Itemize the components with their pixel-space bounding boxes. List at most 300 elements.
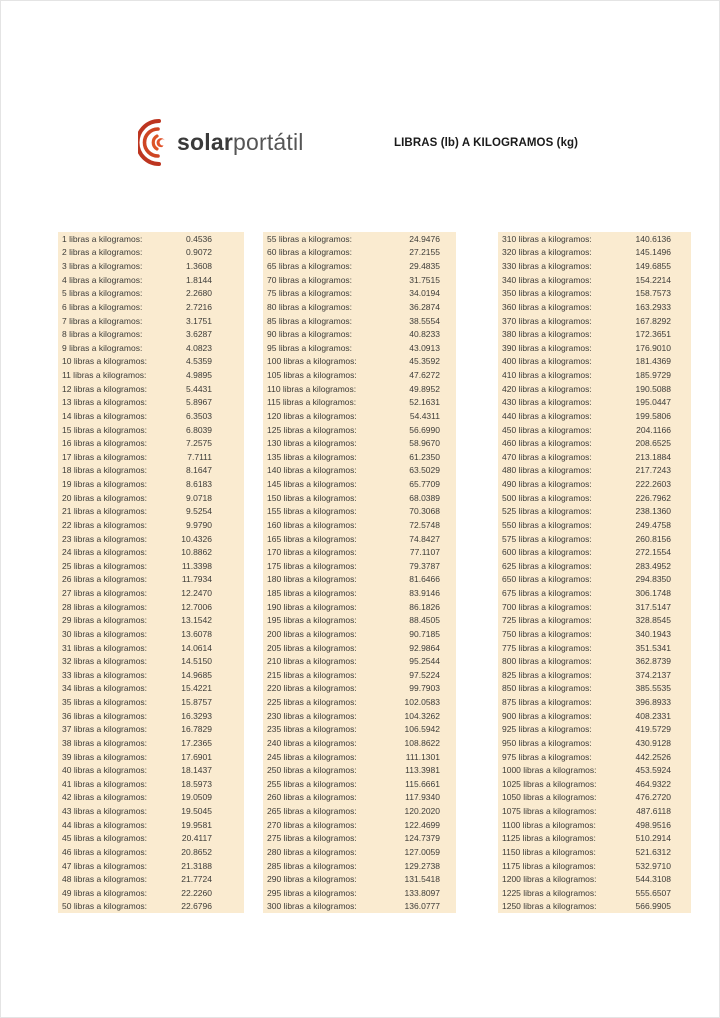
row-label: 450 libras a kilogramos: <box>502 424 592 435</box>
row-value: 31.7515 <box>409 274 440 285</box>
row-value: 566.9905 <box>635 901 671 912</box>
row-value: 72.5748 <box>409 519 440 530</box>
conversion-row <box>58 900 244 914</box>
row-value: 0.4536 <box>186 233 212 244</box>
conversion-row <box>498 423 691 437</box>
conversion-row <box>58 396 244 410</box>
row-label: 750 libras a kilogramos: <box>502 628 592 639</box>
row-value: 498.9516 <box>635 819 671 830</box>
conversion-row <box>58 559 244 573</box>
row-value: 95.2544 <box>409 656 440 667</box>
conversion-row <box>498 668 691 682</box>
row-value: 7.7111 <box>187 451 212 462</box>
row-label: 900 libras a kilogramos: <box>502 710 592 721</box>
row-label: 85 libras a kilogramos: <box>267 315 353 326</box>
row-label: 135 libras a kilogramos: <box>267 451 357 462</box>
conversion-row <box>263 450 456 464</box>
conversion-row <box>263 845 456 859</box>
row-value: 260.8156 <box>635 533 671 544</box>
row-label: 11 libras a kilogramos: <box>62 370 147 381</box>
row-value: 4.5359 <box>186 356 212 367</box>
row-label: 37 libras a kilogramos: <box>62 724 148 735</box>
row-label: 1100 libras a kilogramos: <box>502 819 596 830</box>
conversion-row <box>58 300 244 314</box>
conversion-row <box>263 491 456 505</box>
conversion-row <box>498 396 691 410</box>
conversion-row <box>498 750 691 764</box>
row-value: 3.1751 <box>186 315 212 326</box>
row-label: 1200 libras a kilogramos: <box>502 874 597 885</box>
row-label: 21 libras a kilogramos: <box>62 506 148 517</box>
row-value: 6.8039 <box>186 424 212 435</box>
row-value: 117.9340 <box>405 792 440 803</box>
row-value: 43.0913 <box>409 342 440 353</box>
row-label: 310 libras a kilogramos: <box>502 233 592 244</box>
conversion-row <box>263 341 456 355</box>
conversion-row <box>498 791 691 805</box>
conversion-row <box>263 246 456 260</box>
conversion-row <box>58 382 244 396</box>
row-label: 140 libras a kilogramos: <box>267 465 357 476</box>
row-label: 6 libras a kilogramos: <box>62 301 143 312</box>
row-value: 86.1826 <box>409 601 440 612</box>
conversion-row <box>498 886 691 900</box>
row-value: 8.1647 <box>186 465 212 476</box>
row-label: 48 libras a kilogramos: <box>62 874 148 885</box>
conversion-row <box>58 832 244 846</box>
row-value: 99.7903 <box>409 683 440 694</box>
row-label: 3 libras a kilogramos: <box>62 261 143 272</box>
row-value: 249.4758 <box>635 519 671 530</box>
conversion-row <box>263 505 456 519</box>
conversion-row <box>58 845 244 859</box>
conversion-row <box>498 287 691 301</box>
row-label: 300 libras a kilogramos: <box>267 901 357 912</box>
row-value: 396.8933 <box>635 697 671 708</box>
row-label: 240 libras a kilogramos: <box>267 737 357 748</box>
conversion-row <box>498 777 691 791</box>
row-label: 205 libras a kilogramos: <box>267 642 357 653</box>
row-value: 124.7379 <box>404 833 440 844</box>
row-value: 9.0718 <box>186 492 212 503</box>
row-value: 36.2874 <box>409 301 440 312</box>
row-value: 19.0509 <box>181 792 212 803</box>
row-value: 22.2260 <box>181 887 212 898</box>
conversion-row <box>58 287 244 301</box>
row-label: 40 libras a kilogramos: <box>62 765 148 776</box>
conversion-row <box>263 750 456 764</box>
row-value: 27.2155 <box>409 247 440 258</box>
row-label: 260 libras a kilogramos: <box>267 792 357 803</box>
row-value: 149.6855 <box>635 261 671 272</box>
row-label: 340 libras a kilogramos: <box>502 274 592 285</box>
row-value: 58.9670 <box>409 438 440 449</box>
row-label: 95 libras a kilogramos: <box>267 342 353 353</box>
conversion-row <box>58 273 244 287</box>
row-value: 158.7573 <box>635 288 671 299</box>
row-value: 17.2365 <box>181 737 212 748</box>
signal-arcs-icon <box>138 119 172 166</box>
row-value: 19.5045 <box>181 806 212 817</box>
conversion-row <box>58 532 244 546</box>
row-label: 190 libras a kilogramos: <box>267 601 357 612</box>
row-value: 14.0614 <box>181 642 212 653</box>
row-label: 925 libras a kilogramos: <box>502 724 592 735</box>
conversion-row <box>498 614 691 628</box>
row-label: 170 libras a kilogramos: <box>267 547 357 558</box>
row-label: 1225 libras a kilogramos: <box>502 887 597 898</box>
conversion-row <box>498 382 691 396</box>
conversion-row <box>263 586 456 600</box>
row-value: 52.1631 <box>409 397 440 408</box>
conversion-row <box>263 545 456 559</box>
row-value: 14.9685 <box>181 669 212 680</box>
row-label: 110 libras a kilogramos: <box>267 383 357 394</box>
row-value: 54.4311 <box>409 410 440 421</box>
row-label: 200 libras a kilogramos: <box>267 628 357 639</box>
row-value: 1.3608 <box>186 261 212 272</box>
row-value: 442.2526 <box>635 751 671 762</box>
row-label: 1025 libras a kilogramos: <box>502 778 597 789</box>
row-value: 374.2137 <box>635 669 671 680</box>
row-value: 24.9476 <box>409 233 440 244</box>
row-label: 1125 libras a kilogramos: <box>502 833 596 844</box>
conversion-row <box>58 586 244 600</box>
conversion-row <box>498 409 691 423</box>
row-label: 32 libras a kilogramos: <box>62 656 148 667</box>
row-label: 55 libras a kilogramos: <box>267 233 353 244</box>
conversion-row <box>58 736 244 750</box>
conversion-row <box>498 763 691 777</box>
conversion-row <box>58 477 244 491</box>
row-label: 15 libras a kilogramos: <box>62 424 148 435</box>
row-label: 390 libras a kilogramos: <box>502 342 592 353</box>
row-label: 460 libras a kilogramos: <box>502 438 592 449</box>
conversion-row <box>498 723 691 737</box>
conversion-row <box>498 654 691 668</box>
conversion-row <box>263 532 456 546</box>
row-value: 7.2575 <box>186 438 212 449</box>
conversion-row <box>263 300 456 314</box>
conversion-row <box>498 600 691 614</box>
row-value: 464.9322 <box>635 778 671 789</box>
row-value: 226.7962 <box>635 492 671 503</box>
conversion-row <box>498 845 691 859</box>
conversion-row <box>58 355 244 369</box>
row-value: 63.5029 <box>409 465 440 476</box>
row-value: 20.4117 <box>181 833 212 844</box>
conversion-row <box>58 409 244 423</box>
row-value: 61.2350 <box>409 451 440 462</box>
row-value: 8.6183 <box>186 479 212 490</box>
row-label: 650 libras a kilogramos: <box>502 574 592 585</box>
row-value: 10.4326 <box>181 533 212 544</box>
row-value: 2.2680 <box>186 288 212 299</box>
row-label: 23 libras a kilogramos: <box>62 533 148 544</box>
row-label: 41 libras a kilogramos: <box>62 778 148 789</box>
row-value: 120.2020 <box>404 806 440 817</box>
row-label: 35 libras a kilogramos: <box>62 697 148 708</box>
conversion-row <box>263 232 456 246</box>
conversion-row <box>498 314 691 328</box>
row-value: 104.3262 <box>404 710 440 721</box>
row-value: 18.5973 <box>181 778 212 789</box>
row-value: 222.2603 <box>635 479 671 490</box>
row-label: 175 libras a kilogramos: <box>267 560 357 571</box>
conversion-row <box>263 900 456 914</box>
row-label: 43 libras a kilogramos: <box>62 806 148 817</box>
row-value: 172.3651 <box>635 329 671 340</box>
row-label: 36 libras a kilogramos: <box>62 710 148 721</box>
row-label: 290 libras a kilogramos: <box>267 874 357 885</box>
conversion-row <box>58 518 244 532</box>
row-label: 470 libras a kilogramos: <box>502 451 592 462</box>
row-value: 92.9864 <box>409 642 440 653</box>
row-value: 10.8862 <box>181 547 212 558</box>
row-value: 74.8427 <box>409 533 440 544</box>
row-label: 160 libras a kilogramos: <box>267 519 357 530</box>
conversion-row <box>58 750 244 764</box>
row-label: 7 libras a kilogramos: <box>62 315 143 326</box>
row-value: 521.6312 <box>635 846 671 857</box>
row-value: 306.1748 <box>635 588 671 599</box>
row-label: 350 libras a kilogramos: <box>502 288 592 299</box>
conversion-row <box>498 559 691 573</box>
row-label: 400 libras a kilogramos: <box>502 356 592 367</box>
row-value: 81.6466 <box>409 574 440 585</box>
conversion-row <box>58 505 244 519</box>
brand-solar: solar <box>177 129 233 155</box>
row-value: 510.2914 <box>635 833 671 844</box>
row-label: 34 libras a kilogramos: <box>62 683 148 694</box>
row-label: 210 libras a kilogramos: <box>267 656 357 667</box>
conversion-row <box>498 518 691 532</box>
row-value: 14.5150 <box>181 656 212 667</box>
row-label: 33 libras a kilogramos: <box>62 669 148 680</box>
conversion-row <box>263 355 456 369</box>
row-value: 90.7185 <box>409 628 440 639</box>
row-label: 80 libras a kilogramos: <box>267 301 353 312</box>
row-label: 4 libras a kilogramos: <box>62 274 143 285</box>
conversion-row <box>58 450 244 464</box>
row-value: 9.5254 <box>186 506 212 517</box>
row-label: 10 libras a kilogramos: <box>62 356 148 367</box>
conversion-row <box>58 872 244 886</box>
row-label: 31 libras a kilogramos: <box>62 642 148 653</box>
conversion-row <box>498 259 691 273</box>
row-label: 600 libras a kilogramos: <box>502 547 592 558</box>
row-label: 60 libras a kilogramos: <box>267 247 353 258</box>
conversion-row <box>263 614 456 628</box>
row-label: 9 libras a kilogramos: <box>62 342 143 353</box>
row-value: 12.7006 <box>181 601 212 612</box>
conversion-row <box>263 327 456 341</box>
row-label: 430 libras a kilogramos: <box>502 397 592 408</box>
row-label: 1075 libras a kilogramos: <box>502 806 597 817</box>
row-label: 46 libras a kilogramos: <box>62 846 148 857</box>
row-label: 125 libras a kilogramos: <box>267 424 357 435</box>
row-value: 102.0583 <box>404 697 440 708</box>
conversion-row <box>498 818 691 832</box>
conversion-row <box>263 723 456 737</box>
row-label: 270 libras a kilogramos: <box>267 819 357 830</box>
document-header <box>1 1 719 201</box>
row-label: 130 libras a kilogramos: <box>267 438 357 449</box>
row-label: 725 libras a kilogramos: <box>502 615 592 626</box>
conversion-row <box>263 368 456 382</box>
row-label: 22 libras a kilogramos: <box>62 519 148 530</box>
row-label: 550 libras a kilogramos: <box>502 519 592 530</box>
conversion-row <box>263 273 456 287</box>
conversion-row <box>58 777 244 791</box>
row-label: 700 libras a kilogramos: <box>502 601 592 612</box>
row-value: 190.5088 <box>635 383 671 394</box>
row-value: 83.9146 <box>409 588 440 599</box>
row-value: 3.6287 <box>186 329 212 340</box>
row-label: 1000 libras a kilogramos: <box>502 765 597 776</box>
row-value: 176.9010 <box>635 342 671 353</box>
conversion-row <box>498 273 691 287</box>
row-label: 285 libras a kilogramos: <box>267 860 357 871</box>
row-value: 65.7709 <box>409 479 440 490</box>
row-label: 90 libras a kilogramos: <box>267 329 353 340</box>
conversion-row <box>498 872 691 886</box>
row-value: 111.1301 <box>405 751 440 762</box>
row-value: 18.1437 <box>181 765 212 776</box>
row-label: 47 libras a kilogramos: <box>62 860 148 871</box>
conversion-row <box>498 532 691 546</box>
row-label: 115 libras a kilogramos: <box>267 397 357 408</box>
row-value: 487.6118 <box>636 806 671 817</box>
conversion-row <box>498 232 691 246</box>
row-value: 544.3108 <box>635 874 671 885</box>
row-value: 19.9581 <box>181 819 212 830</box>
row-label: 360 libras a kilogramos: <box>502 301 592 312</box>
row-value: 199.5806 <box>635 410 671 421</box>
conversion-row <box>58 600 244 614</box>
row-value: 38.5554 <box>409 315 440 326</box>
row-value: 0.9072 <box>186 247 212 258</box>
row-label: 28 libras a kilogramos: <box>62 601 148 612</box>
conversion-row <box>498 341 691 355</box>
row-label: 1050 libras a kilogramos: <box>502 792 597 803</box>
row-value: 40.8233 <box>409 329 440 340</box>
conversion-row <box>263 791 456 805</box>
row-value: 79.3787 <box>409 560 440 571</box>
row-value: 419.5729 <box>635 724 671 735</box>
conversion-row <box>263 396 456 410</box>
row-value: 108.8622 <box>404 737 440 748</box>
row-value: 15.8757 <box>181 697 212 708</box>
conversion-row <box>58 491 244 505</box>
conversion-row <box>263 600 456 614</box>
conversion-row <box>58 668 244 682</box>
conversion-row <box>263 409 456 423</box>
row-label: 155 libras a kilogramos: <box>267 506 357 517</box>
row-label: 1 libras a kilogramos: <box>62 233 143 244</box>
row-value: 68.0389 <box>409 492 440 503</box>
conversion-row <box>263 382 456 396</box>
row-label: 27 libras a kilogramos: <box>62 588 148 599</box>
row-value: 453.5924 <box>635 765 671 776</box>
row-value: 195.0447 <box>635 397 671 408</box>
row-value: 362.8739 <box>635 656 671 667</box>
conversion-row <box>263 436 456 450</box>
row-value: 5.8967 <box>186 397 212 408</box>
row-label: 12 libras a kilogramos: <box>62 383 148 394</box>
row-value: 351.5341 <box>635 642 671 653</box>
row-value: 115.6661 <box>405 778 440 789</box>
row-label: 410 libras a kilogramos: <box>502 370 592 381</box>
row-label: 45 libras a kilogramos: <box>62 833 148 844</box>
row-value: 555.6507 <box>635 887 671 898</box>
conversion-row <box>263 668 456 682</box>
conversion-row <box>263 832 456 846</box>
conversion-row <box>263 314 456 328</box>
conversion-row <box>263 859 456 873</box>
row-label: 38 libras a kilogramos: <box>62 737 148 748</box>
row-value: 4.9895 <box>186 370 212 381</box>
row-label: 480 libras a kilogramos: <box>502 465 592 476</box>
conversion-row <box>58 723 244 737</box>
row-label: 215 libras a kilogramos: <box>267 669 357 680</box>
conversion-row <box>263 886 456 900</box>
row-label: 295 libras a kilogramos: <box>267 887 357 898</box>
row-label: 490 libras a kilogramos: <box>502 479 592 490</box>
row-value: 106.5942 <box>404 724 440 735</box>
conversion-row <box>263 477 456 491</box>
conversion-row <box>263 287 456 301</box>
row-label: 245 libras a kilogramos: <box>267 751 357 762</box>
row-label: 195 libras a kilogramos: <box>267 615 357 626</box>
row-label: 825 libras a kilogramos: <box>502 669 592 680</box>
conversion-row <box>498 491 691 505</box>
row-label: 70 libras a kilogramos: <box>267 274 353 285</box>
conversion-row <box>498 450 691 464</box>
conversion-row <box>498 859 691 873</box>
conversion-row <box>263 709 456 723</box>
row-value: 145.1496 <box>635 247 671 258</box>
row-value: 17.6901 <box>181 751 212 762</box>
row-value: 21.7724 <box>181 874 212 885</box>
row-label: 75 libras a kilogramos: <box>267 288 353 299</box>
conversion-column-3 <box>498 232 691 913</box>
row-label: 50 libras a kilogramos: <box>62 901 148 912</box>
conversion-row <box>58 341 244 355</box>
row-value: 272.1554 <box>635 547 671 558</box>
row-value: 127.0059 <box>404 846 440 857</box>
row-label: 775 libras a kilogramos: <box>502 642 592 653</box>
conversion-row <box>58 232 244 246</box>
conversion-row <box>498 246 691 260</box>
row-label: 39 libras a kilogramos: <box>62 751 148 762</box>
row-value: 29.4835 <box>409 261 440 272</box>
row-label: 17 libras a kilogramos: <box>62 451 148 462</box>
conversion-row <box>58 695 244 709</box>
row-label: 220 libras a kilogramos: <box>267 683 357 694</box>
conversion-row <box>498 355 691 369</box>
row-value: 154.2214 <box>635 274 671 285</box>
row-value: 408.2331 <box>635 710 671 721</box>
row-label: 575 libras a kilogramos: <box>502 533 592 544</box>
row-label: 255 libras a kilogramos: <box>267 778 357 789</box>
conversion-row <box>498 327 691 341</box>
page-title: LIBRAS (lb) A KILOGRAMOS (kg) <box>394 137 579 149</box>
row-label: 100 libras a kilogramos: <box>267 356 357 367</box>
row-value: 385.5535 <box>635 683 671 694</box>
row-label: 165 libras a kilogramos: <box>267 533 357 544</box>
conversion-row <box>263 736 456 750</box>
